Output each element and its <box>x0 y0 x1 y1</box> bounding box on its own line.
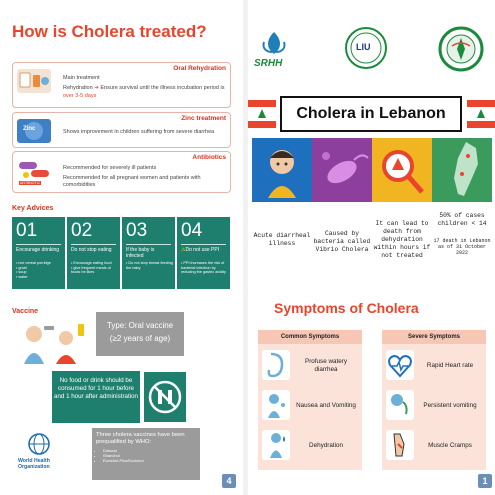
advice-items <box>181 261 228 275</box>
symptom-label: Dehydration <box>309 442 343 449</box>
who-name-line: World Health <box>18 458 50 464</box>
fact-text: Caused by bacteria called Vibrio Cholera <box>313 230 371 253</box>
advice-heading: Do not stop eating <box>71 247 112 253</box>
symptom-row <box>258 348 362 384</box>
who-logo-icon <box>26 432 52 456</box>
symptom-row <box>258 388 362 424</box>
right-page <box>248 0 495 495</box>
symptom-row <box>258 428 362 464</box>
advice-heading: If the baby is infected <box>126 247 155 259</box>
who-name-line: Organization <box>18 464 50 470</box>
advice-item: • Do not stop breast feeding the baby <box>126 261 173 270</box>
advice-card <box>12 217 65 289</box>
who-note: Three cholera vaccines have been prequalified by WHO: <box>96 432 185 445</box>
common-symptoms-header: Common Symptoms <box>258 330 362 344</box>
page-number: 4 <box>222 474 236 488</box>
advice-number: 03 <box>126 220 148 241</box>
advice-item: • water <box>16 274 28 279</box>
symptom-label: Rapid Heart rate <box>426 362 474 369</box>
list-item: • Euvichol-Plus/Euvichol <box>103 458 196 463</box>
treatment-line: Shows improvement in children suffering from severe diarrhea <box>63 129 215 135</box>
key-advices-title: Key Advices <box>12 205 54 212</box>
dehydrated-person-icon <box>262 430 290 460</box>
treatment-line: Main treatment <box>63 75 100 81</box>
antibiotic-pills-image <box>17 158 51 182</box>
lebanon-flag-icon <box>248 100 276 128</box>
advice-number: 02 <box>71 220 93 241</box>
fact-text: Acute diarrheal illness <box>253 232 311 247</box>
advice-item: • gruel <box>16 265 27 270</box>
advice-heading-text: Do not use PPI <box>185 247 220 253</box>
heart-rate-icon <box>386 350 414 380</box>
treatment-line <box>63 93 96 99</box>
treatment-name: Antibiotics <box>192 154 226 161</box>
rehydration-image <box>17 69 51 93</box>
treatment-duration: over 3-5 days <box>63 93 97 99</box>
vaccine-age: (≥2 years of age) <box>109 334 171 343</box>
advice-items <box>71 261 118 275</box>
stomach-icon <box>262 350 290 380</box>
sick-child-icon <box>252 138 312 202</box>
treatment-line: comorbidities <box>63 182 96 188</box>
oral-rehydration-box <box>12 62 231 108</box>
vaccine-illustration <box>14 318 92 366</box>
lebanon-map-icon <box>432 138 492 202</box>
vaccine-type: Type: Oral vaccine <box>106 321 174 330</box>
who-vaccines-box <box>92 428 200 480</box>
fact-text: It can lead to death from dehydration within hours if not treated <box>373 220 431 259</box>
advice-items <box>126 261 173 270</box>
muscle-cramp-icon <box>386 430 414 460</box>
treatment-name: Zinc treatment <box>181 115 226 122</box>
treatment-name: Oral Rehydration <box>173 65 226 72</box>
antibiotics-box <box>12 151 231 193</box>
divider <box>16 244 61 245</box>
advice-item: • rice cereal porridge <box>16 261 51 265</box>
magnifier-warning-icon <box>372 138 432 202</box>
warning-icon: ⚠ <box>181 247 186 253</box>
antibiotic-label: ANTIBIOTIC <box>20 181 41 185</box>
divider <box>71 244 116 245</box>
list-item: • Shanchol <box>103 453 196 458</box>
treatment-line: Recommended for severely ill patients <box>63 165 157 171</box>
severe-symptoms-header: Severe Symptoms <box>382 330 486 344</box>
symptoms-title: Symptoms of Cholera <box>274 300 419 316</box>
persistent-vomiting-icon <box>386 390 414 420</box>
symptom-label: Persistent vomiting <box>423 402 477 409</box>
divider <box>181 244 226 245</box>
treatment-line <box>63 85 224 91</box>
page-title: How is Cholera treated? <box>12 22 207 41</box>
vaccine-list <box>96 448 196 463</box>
no-food-icon <box>144 372 186 422</box>
arrow-icon: ➔ <box>94 85 99 91</box>
symptom-label: Muscle Cramps <box>428 442 472 449</box>
zinc-treatment-box <box>12 112 231 148</box>
advice-heading <box>181 247 228 253</box>
advice-item: • soup <box>16 270 27 275</box>
who-logo-text <box>18 458 50 470</box>
treatment-detail: Ensure survival until the illness incubation period is <box>100 85 225 91</box>
advice-items <box>16 261 63 279</box>
symptom-label: Profuse watery diarrhea <box>305 358 347 373</box>
title-box <box>280 96 462 132</box>
symptom-row <box>382 388 486 424</box>
zinc-label: Zinc <box>23 126 36 132</box>
page-number: 1 <box>478 474 492 488</box>
rehydration-word: Rehydration <box>63 85 93 91</box>
symptom-label: Nausea and Vomiting <box>296 402 356 409</box>
vomiting-person-icon <box>262 390 290 420</box>
fact-text: 50% of cases children < 14 <box>437 212 487 227</box>
page-title: Cholera in Lebanon <box>296 105 446 122</box>
advice-heading: Encourage drinking <box>16 247 60 253</box>
vaccine-title: Vaccine <box>12 308 39 315</box>
left-page <box>0 0 243 495</box>
treatment-line: Recommended for all pregnant women and patients with <box>63 175 201 181</box>
list-item: • Dukoral <box>103 448 196 453</box>
food-note-box: No food or drink should be consumed for 1 hour before and 1 hour after administration <box>52 371 140 423</box>
advice-number: 04 <box>181 220 203 241</box>
liu-logo-text: LIU <box>356 42 371 52</box>
symptom-row <box>382 348 486 384</box>
advice-item: • PPI increases the risk of bacterial infection by reducing the gastric acidity <box>181 261 226 275</box>
symptom-row <box>382 428 486 464</box>
vaccine-type-box <box>96 312 184 356</box>
advice-number: 01 <box>16 220 38 241</box>
advice-item: • give frequent meals of foods he likes <box>71 265 111 275</box>
advice-card <box>177 217 230 289</box>
advice-card <box>122 217 175 289</box>
fact-subtext: 17 death in Lebanon as of 31 October 2022 <box>433 238 491 256</box>
bacteria-icon <box>312 138 372 202</box>
srhh-logo-text: SRHH <box>254 58 283 69</box>
divider <box>126 244 171 245</box>
lebanon-flag-icon <box>467 100 495 128</box>
advice-card <box>67 217 120 289</box>
university-seal-icon <box>438 26 484 72</box>
advice-item: • Encourage eating food <box>71 261 112 265</box>
